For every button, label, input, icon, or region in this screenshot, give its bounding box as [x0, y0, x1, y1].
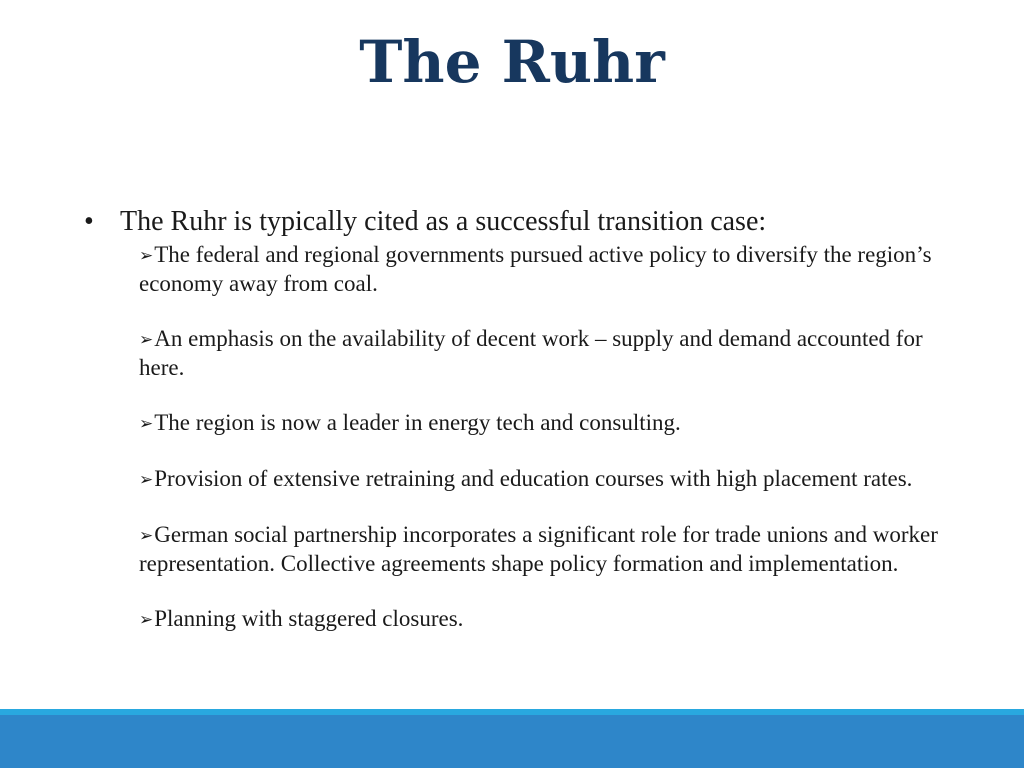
main-bullet — [84, 203, 944, 241]
slide-title: The Ruhr — [359, 28, 665, 96]
sub-bullet-list — [84, 241, 944, 634]
arrow-bullet-icon: ➢ — [139, 414, 154, 434]
arrow-bullet-icon: ➢ — [139, 470, 154, 490]
arrow-bullet-icon: ➢ — [139, 330, 154, 350]
sub-bullet-text: Planning with staggered closures. — [154, 606, 464, 631]
sub-bullet-text: Provision of extensive retraining and education courses with high placement rates. — [154, 466, 913, 491]
sub-bullet-item — [139, 465, 939, 494]
sub-bullet-item — [139, 241, 939, 298]
sub-bullet-text: An emphasis on the availability of decent work – supply and demand accounted for here. — [139, 326, 923, 380]
sub-bullet-item — [139, 605, 939, 634]
sub-bullet-item — [139, 521, 939, 578]
bullet-dot-icon: • — [84, 206, 94, 237]
arrow-bullet-icon: ➢ — [139, 610, 154, 630]
sub-bullet-text: German social partnership incorporates a significant role for trade unions and worker representation. Collective agreements shape policy formation and implementation. — [139, 522, 938, 576]
sub-bullet-item — [139, 325, 939, 382]
sub-bullet-text: The region is now a leader in energy tech and consulting. — [154, 410, 681, 435]
slide-content — [84, 203, 944, 661]
footer-band — [0, 715, 1024, 768]
main-bullet-text: The Ruhr is typically cited as a successful transition case: — [120, 206, 767, 237]
sub-bullet-text: The federal and regional governments pursued active policy to diversify the region’s economy away from coal. — [139, 242, 932, 296]
arrow-bullet-icon: ➢ — [139, 526, 154, 546]
sub-bullet-item — [139, 409, 939, 438]
arrow-bullet-icon: ➢ — [139, 246, 154, 266]
